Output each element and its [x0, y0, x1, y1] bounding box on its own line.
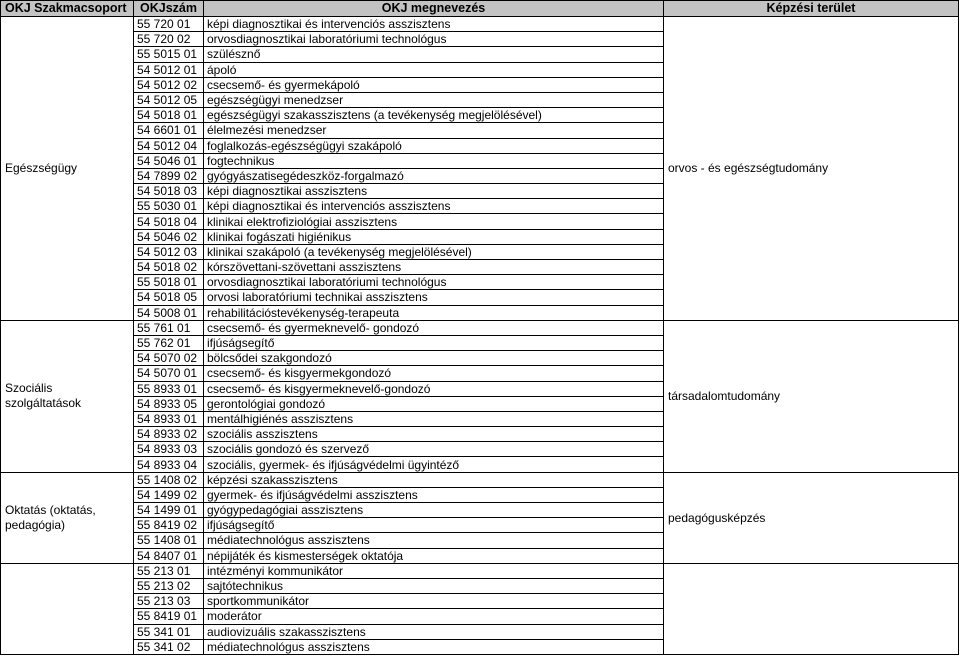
- okj-code-cell: 55 762 01: [134, 335, 204, 350]
- okj-code-cell: 54 5018 01: [134, 108, 204, 123]
- okj-code-cell: 54 1499 02: [134, 487, 204, 502]
- okj-code-cell: 54 5018 05: [134, 290, 204, 305]
- okj-name-cell: élelmezési menedzser: [204, 123, 664, 138]
- okj-code-cell: 54 5046 02: [134, 229, 204, 244]
- table-row: [1, 563, 959, 578]
- okj-name-cell: fogtechnikus: [204, 153, 664, 168]
- okj-name-cell: médiatechnológus asszisztens: [204, 639, 664, 654]
- okj-code-cell: 54 8933 01: [134, 411, 204, 426]
- okj-code-cell: 54 5018 02: [134, 260, 204, 275]
- okj-name-cell: csecsemő- és kisgyermeknevelő-gondozó: [204, 381, 664, 396]
- okj-name-cell: orvosi laboratóriumi technikai asszisztens: [204, 290, 664, 305]
- okj-name-cell: képi diagnosztikai asszisztens: [204, 184, 664, 199]
- okj-name-cell: moderátor: [204, 609, 664, 624]
- header-row: [1, 1, 959, 17]
- training-area-cell: [664, 563, 959, 654]
- okj-code-cell: 54 8933 05: [134, 396, 204, 411]
- sector-cell: Egészségügy: [1, 17, 134, 321]
- okj-code-cell: 54 5012 04: [134, 138, 204, 153]
- okj-code-cell: 55 213 03: [134, 594, 204, 609]
- training-area-cell: társadalomtudomány: [664, 320, 959, 472]
- okj-name-cell: klinikai elektrofiziológiai asszisztens: [204, 214, 664, 229]
- okj-code-cell: 54 5018 04: [134, 214, 204, 229]
- table-row: [1, 17, 959, 32]
- okj-name-cell: ifjúságsegítő: [204, 335, 664, 350]
- okj-name-cell: egészségügyi szakasszisztens (a tevékenység megjelölésével): [204, 108, 664, 123]
- okj-name-cell: gyógypedagógiai asszisztens: [204, 503, 664, 518]
- okj-name-cell: sportkommunikátor: [204, 594, 664, 609]
- okj-name-cell: szociális, gyermek- és ifjúságvédelmi ügyintéző: [204, 457, 664, 472]
- okj-name-cell: ifjúságsegítő: [204, 518, 664, 533]
- training-area-cell: orvos - és egészségtudomány: [664, 17, 959, 321]
- okj-code-cell: 55 341 01: [134, 624, 204, 639]
- okj-name-cell: népijáték és kismesterségek oktatója: [204, 548, 664, 563]
- okj-code-cell: 55 5030 01: [134, 199, 204, 214]
- okj-name-cell: csecsemő- és gyermekápoló: [204, 77, 664, 92]
- okj-code-cell: 55 720 02: [134, 32, 204, 47]
- okj-code-cell: 54 5012 05: [134, 92, 204, 107]
- okj-code-cell: 55 720 01: [134, 17, 204, 32]
- okj-name-cell: képzési szakasszisztens: [204, 472, 664, 487]
- sector-cell: Szociális szolgáltatások: [1, 320, 134, 472]
- okj-name-cell: médiatechnológus asszisztens: [204, 533, 664, 548]
- okj-code-cell: 54 5012 01: [134, 62, 204, 77]
- okj-code-cell: 54 8407 01: [134, 548, 204, 563]
- okj-code-cell: 55 1408 02: [134, 472, 204, 487]
- okj-code-cell: 55 213 01: [134, 563, 204, 578]
- okj-name-cell: képi diagnosztikai és intervenciós asszisztens: [204, 17, 664, 32]
- okj-name-cell: klinikai fogászati higiénikus: [204, 229, 664, 244]
- okj-name-cell: csecsemő- és gyermeknevelő- gondozó: [204, 320, 664, 335]
- okj-code-cell: 54 5046 01: [134, 153, 204, 168]
- okj-code-cell: 54 8933 02: [134, 427, 204, 442]
- okj-code-cell: 55 5018 01: [134, 275, 204, 290]
- okj-code-cell: 55 8933 01: [134, 381, 204, 396]
- okj-name-cell: szociális asszisztens: [204, 427, 664, 442]
- okj-code-cell: 54 5070 02: [134, 351, 204, 366]
- okj-code-cell: 54 5018 03: [134, 184, 204, 199]
- okj-name-cell: sajtótechnikus: [204, 578, 664, 593]
- okj-name-cell: orvosdiagnosztikai laboratóriumi technológus: [204, 275, 664, 290]
- okj-code-cell: 55 5015 01: [134, 47, 204, 62]
- header-code: OKJszám: [134, 1, 204, 17]
- header-sector: OKJ Szakmacsoport: [1, 1, 134, 17]
- okj-code-cell: 55 8419 02: [134, 518, 204, 533]
- okj-code-cell: 54 5012 02: [134, 77, 204, 92]
- okj-code-cell: 54 5070 01: [134, 366, 204, 381]
- okj-code-cell: 54 5012 03: [134, 244, 204, 259]
- header-area: Képzési terület: [664, 1, 959, 17]
- okj-code-cell: 54 8933 03: [134, 442, 204, 457]
- okj-name-cell: audiovizuális szakasszisztens: [204, 624, 664, 639]
- table-row: [1, 472, 959, 487]
- okj-code-cell: 55 761 01: [134, 320, 204, 335]
- okj-name-cell: csecsemő- és kisgyermekgondozó: [204, 366, 664, 381]
- okj-name-cell: foglalkozás-egészségügyi szakápoló: [204, 138, 664, 153]
- table-row: [1, 320, 959, 335]
- okj-name-cell: gerontológiai gondozó: [204, 396, 664, 411]
- okj-name-cell: szülésznő: [204, 47, 664, 62]
- training-area-cell: pedagógusképzés: [664, 472, 959, 563]
- header-name: OKJ megnevezés: [204, 1, 664, 17]
- okj-name-cell: rehabilitációstevékenység-terapeuta: [204, 305, 664, 320]
- table-body: [1, 17, 959, 655]
- okj-name-cell: gyermek- és ifjúságvédelmi asszisztens: [204, 487, 664, 502]
- okj-code-cell: 55 1408 01: [134, 533, 204, 548]
- okj-name-cell: gyógyászatisegédeszköz-forgalmazó: [204, 168, 664, 183]
- okj-code-cell: 55 8419 01: [134, 609, 204, 624]
- okj-name-cell: egészségügyi menedzser: [204, 92, 664, 107]
- sector-cell: Oktatás (oktatás, pedagógia): [1, 472, 134, 563]
- okj-name-cell: mentálhigiénés asszisztens: [204, 411, 664, 426]
- okj-name-cell: kórszövettani-szövettani asszisztens: [204, 260, 664, 275]
- okj-name-cell: orvosdiagnosztikai laboratóriumi technológus: [204, 32, 664, 47]
- okj-name-cell: szociális gondozó és szervező: [204, 442, 664, 457]
- okj-name-cell: képi diagnosztikai és intervenciós asszisztens: [204, 199, 664, 214]
- okj-code-cell: 55 213 02: [134, 578, 204, 593]
- okj-code-cell: 54 8933 04: [134, 457, 204, 472]
- okj-code-cell: 54 1499 01: [134, 503, 204, 518]
- okj-code-cell: 55 341 02: [134, 639, 204, 654]
- okj-code-cell: 54 5008 01: [134, 305, 204, 320]
- okj-name-cell: klinikai szakápoló (a tevékenység megjelölésével): [204, 244, 664, 259]
- okj-name-cell: ápoló: [204, 62, 664, 77]
- okj-code-cell: 54 6601 01: [134, 123, 204, 138]
- okj-name-cell: bölcsődei szakgondozó: [204, 351, 664, 366]
- okj-code-cell: 54 7899 02: [134, 168, 204, 183]
- okj-name-cell: intézményi kommunikátor: [204, 563, 664, 578]
- sector-cell: [1, 563, 134, 654]
